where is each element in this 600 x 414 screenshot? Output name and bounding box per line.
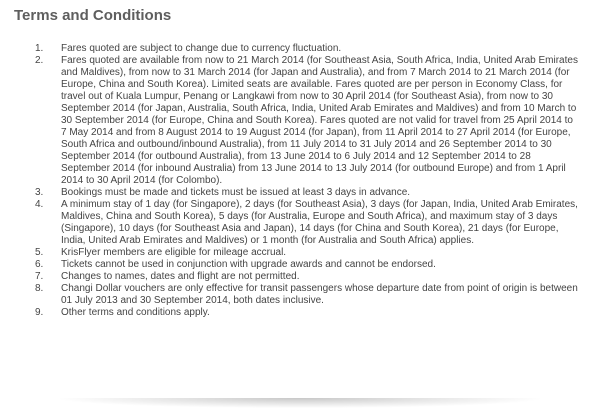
bottom-shadow-divider [60, 398, 540, 408]
terms-item-number: 1. [35, 43, 44, 54]
terms-item [35, 283, 580, 307]
terms-item [35, 199, 580, 247]
terms-item [35, 187, 580, 199]
terms-item-number: 5. [35, 247, 44, 258]
terms-item-text: A minimum stay of 1 day (for Singapore), 2 days (for Southeast Asia), 3 days (for Japan, India, United Arab Emirates, Maldives, China and South Korea), 5 days (for Australia, Europe and South Africa), and maximum stay of 3 days (Singapore), 10 days (for Southeast Asia and Japan), 14 days (for China and South Korea), 21 days (for Europe, India, United Arab Emirates and Maldives) or 1 month (for Australia and South Africa) applies. [61, 199, 578, 246]
terms-item-text: Changes to names, dates and flight are not permitted. [61, 271, 300, 282]
terms-item-number: 3. [35, 187, 44, 198]
terms-item [35, 259, 580, 271]
terms-list [35, 43, 580, 319]
terms-item-number: 9. [35, 307, 44, 318]
terms-item-number: 4. [35, 199, 44, 210]
terms-item-text: Fares quoted are subject to change due to currency fluctuation. [61, 43, 342, 54]
terms-item-number: 6. [35, 259, 44, 270]
terms-item-text: Changi Dollar vouchers are only effective for transit passengers whose departure date from point of origin is between 01 July 2013 and 30 September 2014, both dates inclusive. [61, 283, 578, 306]
terms-item-number: 7. [35, 271, 44, 282]
terms-item [35, 307, 580, 319]
terms-item-number: 2. [35, 55, 44, 66]
terms-item [35, 43, 580, 55]
terms-item [35, 55, 580, 187]
terms-item-text: Bookings must be made and tickets must be issued at least 3 days in advance. [61, 187, 411, 198]
terms-item-text: Tickets cannot be used in conjunction with upgrade awards and cannot be endorsed. [61, 259, 436, 270]
terms-item-text: KrisFlyer members are eligible for mileage accrual. [61, 247, 287, 258]
terms-item-number: 8. [35, 283, 44, 294]
terms-item-text: Other terms and conditions apply. [61, 307, 210, 318]
page-title: Terms and Conditions [14, 7, 172, 24]
terms-item-text: Fares quoted are available from now to 21 March 2014 (for Southeast Asia, South Africa, India, United Arab Emirates and Maldives), from now to 31 March 2014 (for Japan and Australia), and from 7 March 2014 to 21 March 2014 (for Europe, China and South Korea). Limited seats are available. Fares quoted are per person in Economy Class, for travel out of Kuala Lumpur, Penang or Langkawi from now to 30 April 2014 (for Southeast Asia), from now to 30 September 2014 (for Japan, Australia, South Africa, India, United Arab Emirates and Maldives) and from 10 March to 30 September 2014 (for Europe, China and South Korea). Fares quoted are not valid for travel from 25 April 2014 to 7 May 2014 and from 8 August 2014 to 19 August 2014 (for Japan), from 11 April 2014 to 27 April 2014 (for Europe, South Africa and outbound/inbound Australia), from 11 July 2014 to 31 July 2014 and 26 September 2014 to 30 September 2014 (for outbound Australia), from 13 June 2014 to 6 July 2014 and 12 September 2014 to 28 September 2014 (for inbound Australia) from 13 June 2014 to 13 July 2014 (for outbound Europe) and from 1 April 2014 to 30 April 2014 (for Colombo). [61, 55, 578, 186]
terms-item [35, 271, 580, 283]
terms-item [35, 247, 580, 259]
